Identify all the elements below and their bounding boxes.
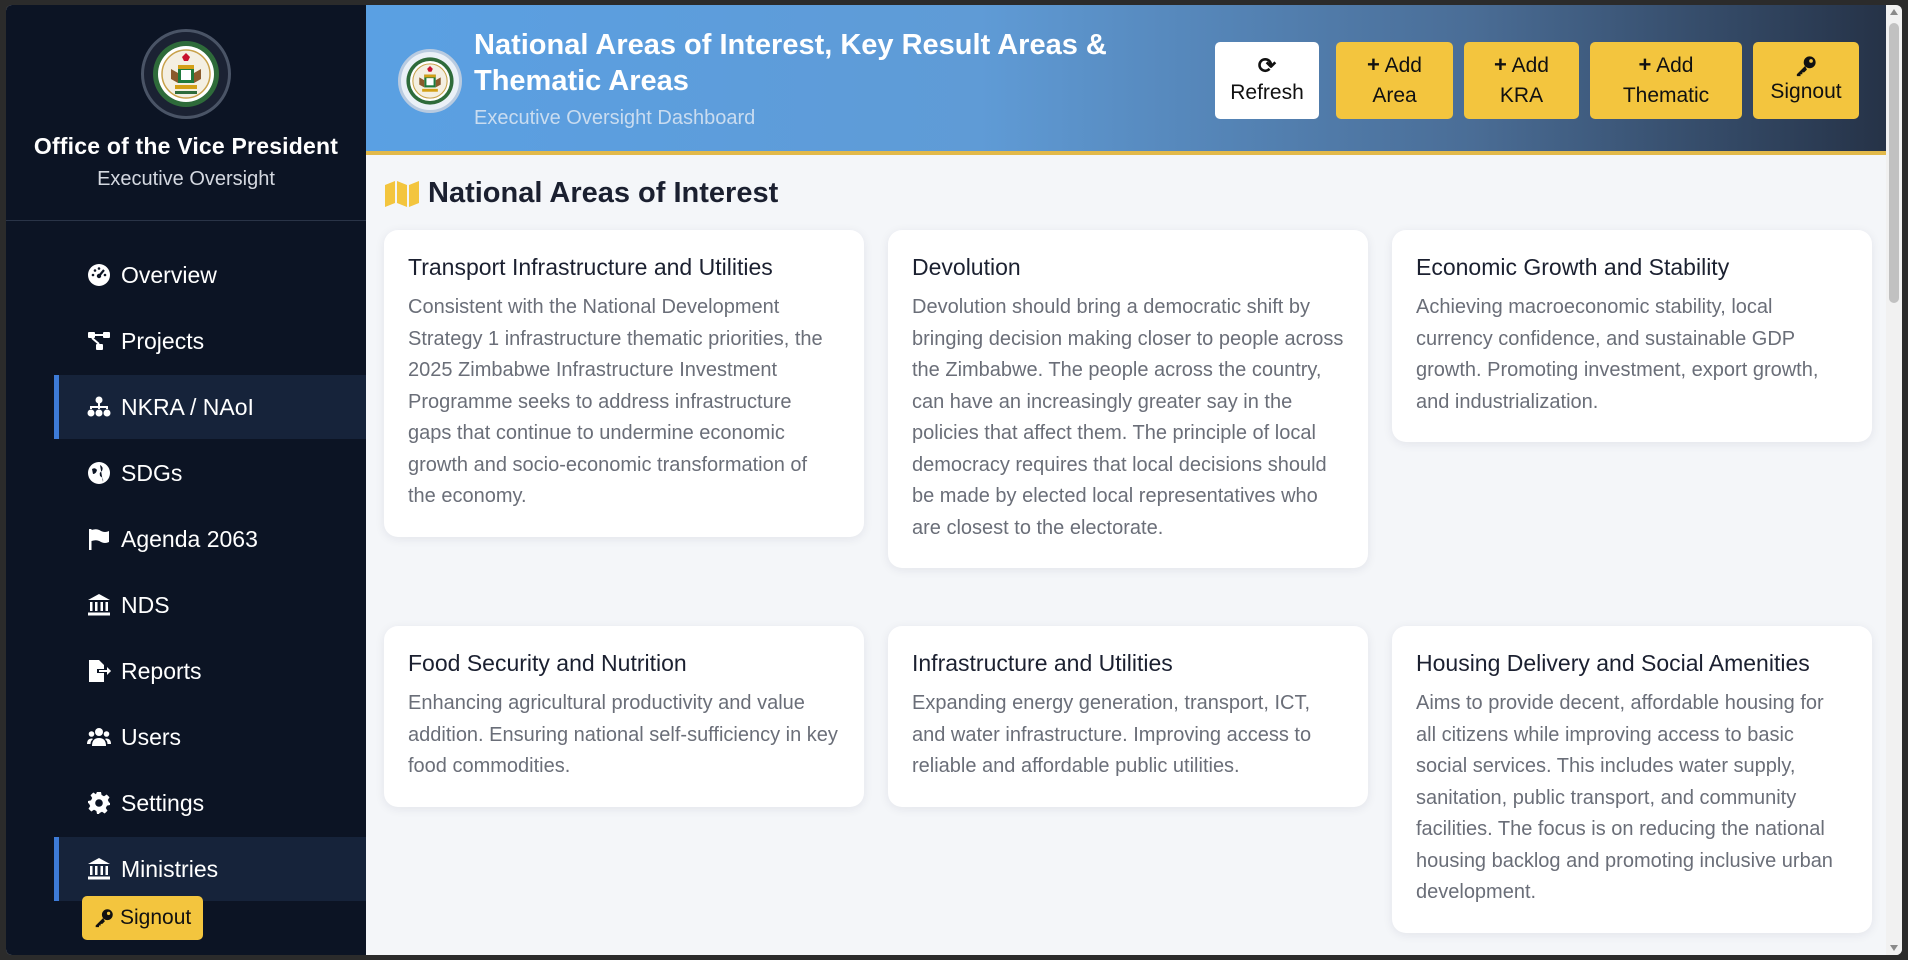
section-title-label: National Areas of Interest <box>428 177 779 209</box>
sidebar-item-label: Settings <box>121 789 205 816</box>
landmark-icon <box>85 856 113 882</box>
add-thematic-label-1: Add <box>1656 53 1694 77</box>
coat-of-arms-logo <box>141 29 231 119</box>
header-coat-of-arms-logo <box>398 49 462 113</box>
sidebar-item-reports[interactable] <box>54 639 366 703</box>
areas-section <box>366 177 1902 955</box>
add-thematic-button[interactable] <box>1590 42 1742 119</box>
sidebar-item-label: Users <box>121 723 182 750</box>
sidebar-signout-button[interactable] <box>82 896 203 940</box>
sidebar-item-sdgs[interactable] <box>54 441 366 505</box>
sidebar-item-label: Reports <box>121 657 202 684</box>
file-export-icon <box>85 658 113 684</box>
area-card[interactable] <box>384 626 864 807</box>
page-subtitle: Executive Oversight Dashboard <box>474 107 756 129</box>
scroll-down-arrow[interactable] <box>1890 945 1898 951</box>
users-icon <box>85 724 113 750</box>
sidebar-item-settings[interactable] <box>54 771 366 835</box>
sidebar-item-users[interactable] <box>54 705 366 769</box>
main-content <box>366 5 1902 955</box>
area-card-body: Consistent with the National Development Strategy 1 infrastructure thematic priorities, the 2025 Zimbabwe Infrastructure Investment Programme seeks to address infrastructure gaps that continue to undermine economic growth and socio-economic transformation of the economy. <box>408 296 823 507</box>
page-header <box>366 5 1902 155</box>
sidebar-item-projects[interactable] <box>54 309 366 373</box>
sidebar-item-nkra-naoi[interactable] <box>54 375 366 439</box>
refresh-button[interactable] <box>1215 42 1319 119</box>
areas-grid <box>384 230 1902 955</box>
area-card-title: Devolution <box>912 254 1021 280</box>
brand-title: Office of the Vice President <box>33 133 339 159</box>
header-signout-button[interactable] <box>1753 42 1859 119</box>
add-kra-label-2: KRA <box>1499 83 1544 107</box>
key-icon <box>1795 55 1817 77</box>
area-card[interactable] <box>1392 230 1872 442</box>
area-card-title: Transport Infrastructure and Utilities <box>408 254 773 280</box>
sidebar-item-label: NKRA / NAoI <box>121 393 254 420</box>
add-kra-label-1: Add <box>1511 53 1549 77</box>
add-area-button[interactable] <box>1336 42 1453 119</box>
plus-icon: + <box>1494 51 1507 77</box>
plus-icon: + <box>1638 51 1652 77</box>
header-signout-label: Signout <box>1770 79 1842 103</box>
scroll-thumb[interactable] <box>1889 23 1899 303</box>
sidebar-item-nds[interactable] <box>54 573 366 637</box>
add-thematic-label-2: Thematic <box>1622 83 1710 107</box>
dashboard-icon <box>85 262 113 288</box>
area-card-title: Housing Delivery and Social Amenities <box>1416 650 1810 676</box>
add-area-label-2: Area <box>1372 83 1417 107</box>
refresh-icon: ⟳ <box>1257 52 1277 78</box>
map-icon <box>384 180 420 208</box>
sidebar-item-ministries[interactable] <box>54 837 366 901</box>
sidebar <box>6 5 366 955</box>
area-card-body: Expanding energy generation, transport, ICT, and water infrastructure. Improving access to reliable and affordable public utilities. <box>912 692 1312 777</box>
area-card-body: Enhancing agricultural productivity and value addition. Ensuring national self-sufficiency in key food commodities. <box>408 692 838 777</box>
area-card-title: Infrastructure and Utilities <box>912 650 1173 676</box>
area-card[interactable] <box>888 626 1368 807</box>
add-kra-button[interactable] <box>1464 42 1579 119</box>
gear-icon <box>85 790 113 816</box>
area-card[interactable] <box>888 230 1368 568</box>
sidebar-item-overview[interactable] <box>54 243 366 307</box>
sidebar-brand <box>6 5 366 221</box>
scroll-up-arrow[interactable] <box>1890 9 1898 15</box>
area-card-body: Aims to provide decent, affordable housing for all citizens while improving access to basic social services. This includes water supply, sanitation, public transport, and community facilities. The focus is on reducing the national housing backlog and promoting inclusive urban development. <box>1416 692 1833 903</box>
plus-icon: + <box>1367 51 1380 77</box>
sidebar-item-agenda-2063[interactable] <box>54 507 366 571</box>
sidebar-item-label: NDS <box>121 591 170 618</box>
area-card[interactable] <box>384 230 864 537</box>
vertical-scrollbar[interactable] <box>1886 5 1902 955</box>
section-title <box>384 177 1902 210</box>
sidebar-nav <box>6 221 366 903</box>
sidebar-item-label: Overview <box>121 261 217 288</box>
sidebar-item-label: Agenda 2063 <box>121 525 258 552</box>
sidebar-item-label: SDGs <box>121 459 183 486</box>
app-window <box>6 5 1902 955</box>
globe-icon <box>85 460 113 486</box>
area-card-body: Achieving macroeconomic stability, local currency confidence, and sustainable GDP growth. Promoting investment, export growth, and industrialization. <box>1416 296 1819 413</box>
key-icon <box>94 908 114 928</box>
area-card-body: Devolution should bring a democratic shift by bringing decision making closer to people across the Zimbabwe. The people across the country, can have an increasingly greater say in the policies that affect them. The principle of local democracy requires that local decisions should be made by elected local representatives who are closest to the electorate. <box>912 296 1344 539</box>
refresh-label: Refresh <box>1230 80 1304 104</box>
flag-icon <box>85 526 113 552</box>
area-card-title: Food Security and Nutrition <box>408 650 687 676</box>
sidebar-item-label: Projects <box>121 327 205 354</box>
sidebar-signout-label: Signout <box>120 906 192 929</box>
area-card[interactable] <box>1392 626 1872 933</box>
brand-subtitle: Executive Oversight <box>97 168 275 190</box>
page-title: National Areas of Interest, Key Result Areas & Thematic Areas <box>474 29 1107 97</box>
project-diagram-icon <box>85 328 113 354</box>
sidebar-item-label: Ministries <box>121 855 219 882</box>
sitemap-icon <box>85 394 113 420</box>
landmark-icon <box>85 592 113 618</box>
area-card-title: Economic Growth and Stability <box>1416 254 1730 280</box>
add-area-label-1: Add <box>1384 53 1422 77</box>
